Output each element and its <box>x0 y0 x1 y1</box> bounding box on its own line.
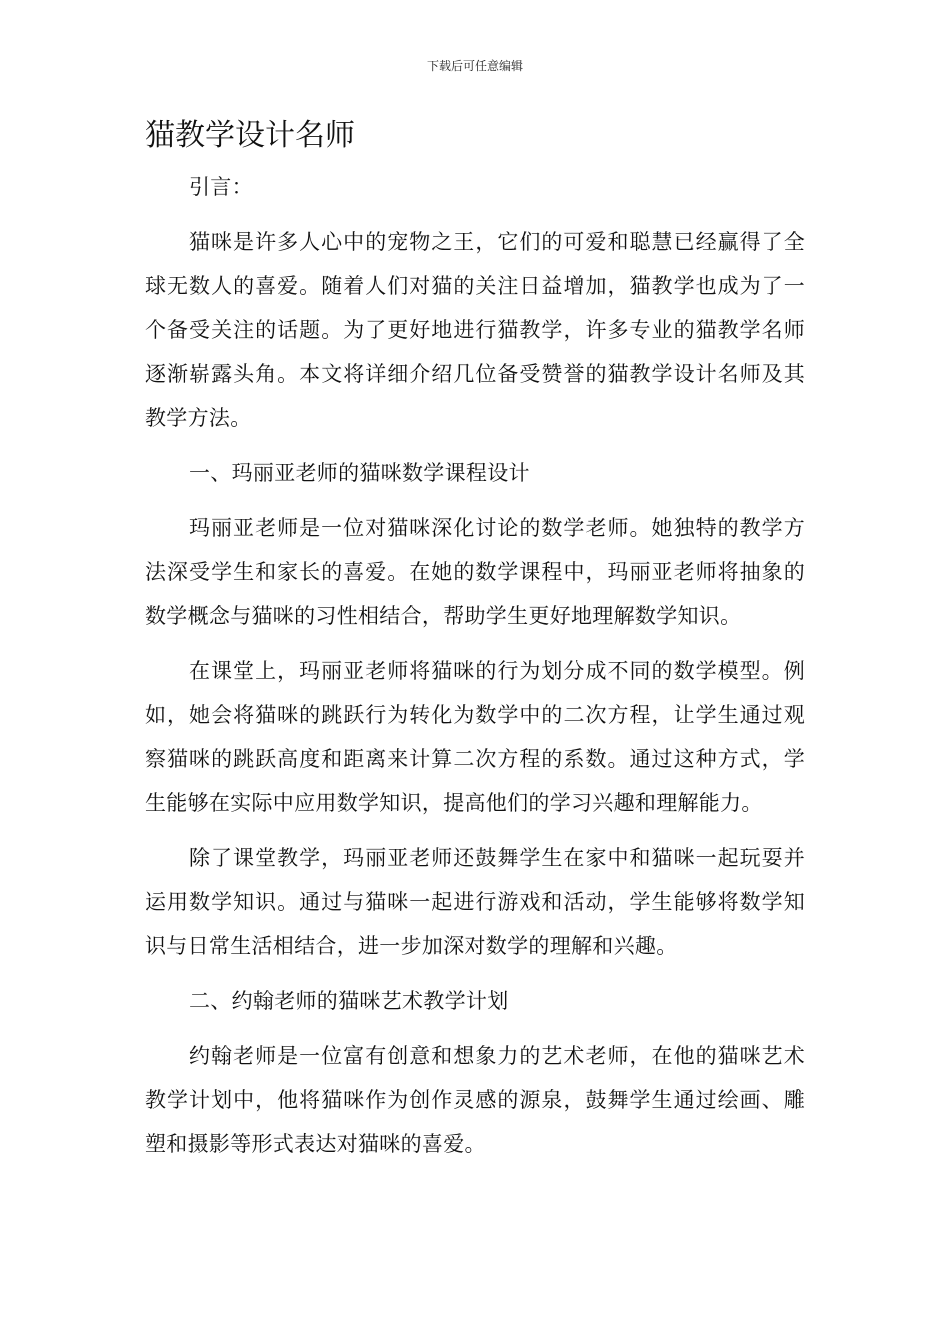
paragraph-john-1: 约翰老师是一位富有创意和想象力的艺术老师，在他的猫咪艺术教学计划中，他将猫咪作为创作灵感的源泉，鼓舞学生通过绘画、雕塑和摄影等形式表达对猫咪的喜爱。 <box>145 1044 805 1156</box>
section-heading-john: 二、约翰老师的猫咪艺术教学计划 <box>189 989 509 1013</box>
paragraph-maria-1: 玛丽亚老师是一位对猫咪深化讨论的数学老师。她独特的教学方法深受学生和家长的喜爱。在她的数学课程中，玛丽亚老师将抽象的数学概念与猫咪的习性相结合，帮助学生更好地理解数学知识。 <box>145 516 805 628</box>
paragraph-maria-3: 除了课堂教学，玛丽亚老师还鼓舞学生在家中和猫咪一起玩耍并运用数学知识。通过与猫咪一起进行游戏和活动，学生能够将数学知识与日常生活相结合，进一步加深对数学的理解和兴趣。 <box>145 846 805 958</box>
section-heading-maria: 一、玛丽亚老师的猫咪数学课程设计 <box>189 461 530 485</box>
document-body <box>145 165 805 1177</box>
document-title: 猫教学设计名师 <box>145 118 355 153</box>
header-note: 下载后可任意编辑 <box>426 59 523 73</box>
intro-label: 引言： <box>189 175 253 199</box>
paragraph-maria-2: 在课堂上，玛丽亚老师将猫咪的行为划分成不同的数学模型。例如，她会将猫咪的跳跃行为转化为数学中的二次方程，让学生通过观察猫咪的跳跃高度和距离来计算二次方程的系数。通过这种方式，学生能够在实际中应用数学知识，提高他们的学习兴趣和理解能力。 <box>145 659 805 815</box>
paragraph-intro: 猫咪是许多人心中的宠物之王，它们的可爱和聪慧已经赢得了全球无数人的喜爱。随着人们对猫的关注日益增加，猫教学也成为了一个备受关注的话题。为了更好地进行猫教学，许多专业的猫教学名师逐渐崭露头角。本文将详细介绍几位备受赞誉的猫教学设计名师及其教学方法。 <box>145 230 805 430</box>
